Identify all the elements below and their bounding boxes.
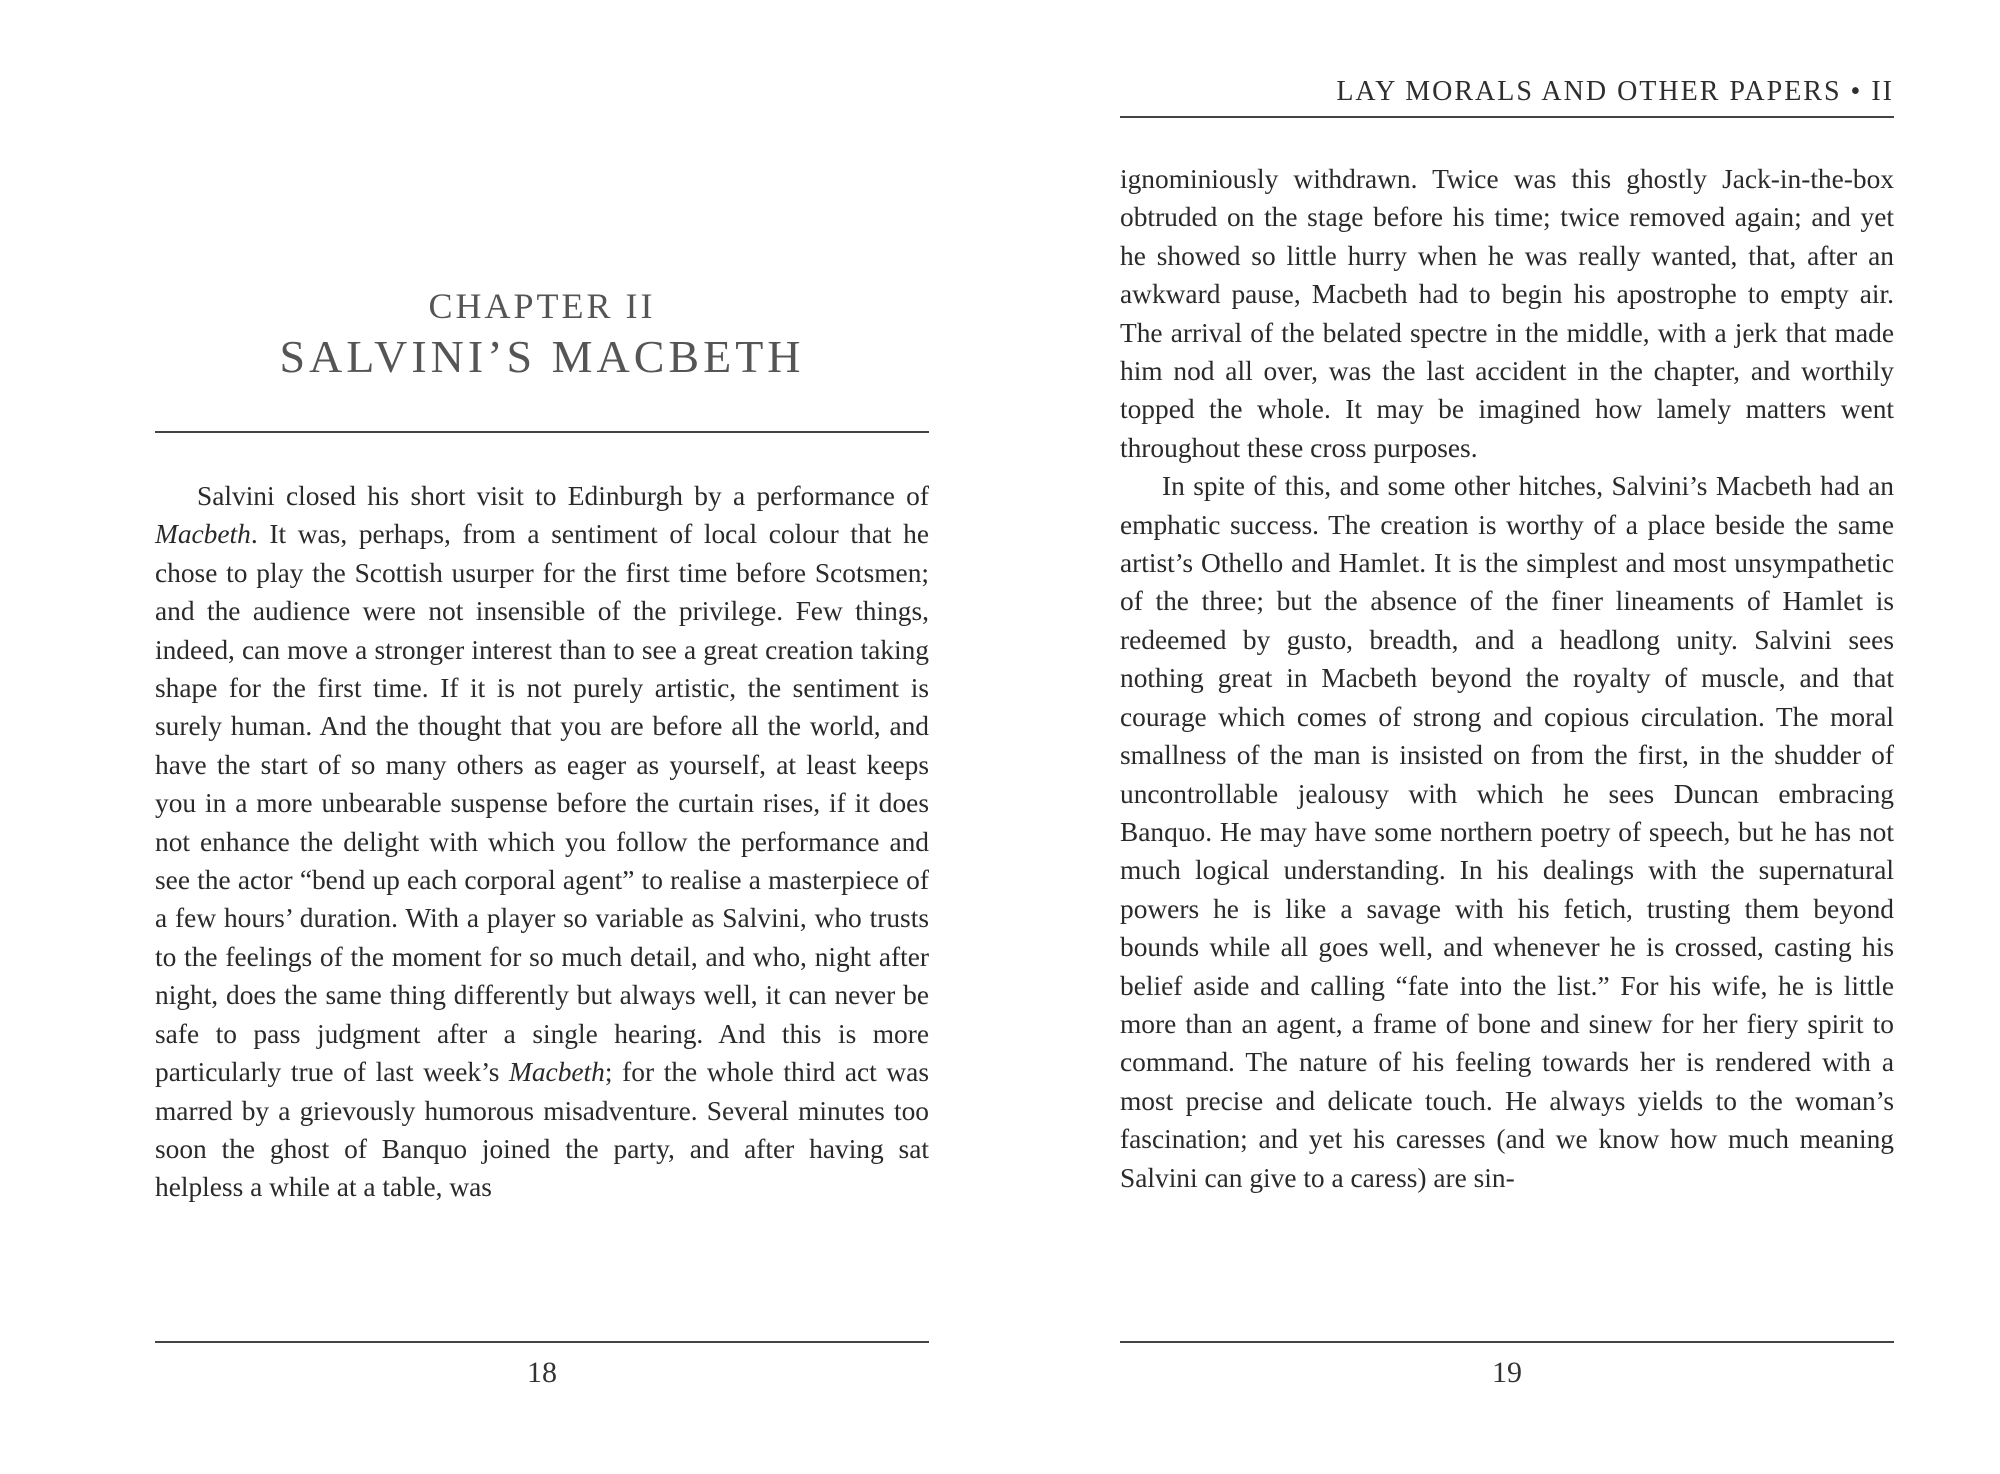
right-page	[1120, 0, 1894, 1474]
right-paragraph-2: In spite of this, and some other hitches, Salvini’s Macbeth had an emphatic success. The creation is worthy of a place beside the same artist’s Othello and Hamlet. It is the simplest and most unsympathetic of the three; but the absence of the finer lineaments of Hamlet is redeemed by gusto, breadth, and a headlong unity. Salvini sees nothing great in Macbeth beyond the royalty of muscle, and that courage which comes of strong and copious circulation. The moral smallness of the man is insisted on from the first, in the shudder of uncontrollable jealousy with which he sees Duncan embracing Banquo. He may have some northern poetry of speech, but he has not much logical understanding. In his dealings with the supernatural powers he is like a savage with his fetich, trusting them beyond bounds while all goes well, and whenever he is crossed, casting his belief aside and calling “fate into the list.” For his wife, he is little more than an agent, a frame of bone and sinew for her fiery spirit to command. The nature of his feeling towards her is rendered with a most precise and delicate touch. He always yields to the woman’s fascination; and yet his caresses (and we know how much meaning Salvini can give to a caress) are sin-	[1120, 471, 1894, 1193]
page-number-left: 18	[527, 1356, 557, 1389]
left-page	[155, 0, 929, 1474]
chapter-heading	[155, 284, 929, 386]
header-divider	[1120, 116, 1894, 118]
chapter-title: SALVINI’S MACBETH	[279, 331, 805, 382]
left-body-text	[155, 477, 929, 1207]
page-number-right: 19	[1492, 1356, 1522, 1389]
text-run: ; for the whole third act was marred by a grievously humorous misadventure. Several minutes too soon the ghost of Banquo joined the party, and after having sat helpless a while at a table, was	[155, 1057, 929, 1203]
right-paragraph-1: ignominiously withdrawn. Twice was this ghostly Jack-in-the-box obtruded on the stage before his time; twice removed again; and yet he showed so little hurry when he was really wanted, that, after an awkward pause, Macbeth had to begin his apostrophe to empty air. The arrival of the belated spectre in the middle, with a jerk that made him nod all over, was the last accident in the chapter, and worthily topped the whole. It may be imagined how lamely matters went throughout these cross purposes.	[1120, 164, 1894, 463]
text-run: . It was, perhaps, from a sentiment of local colour that he chose to play the Scottish usurper for the first time before Scotsmen; and the audience were not insensible of the privilege. Few things, indeed, can move a stronger interest than to see a great creation taking shape for the first time. If it is not purely artistic, the sentiment is surely human. And the thought that you are before all the world, and have the start of so many others as eager as yourself, at least keeps you in a more unbearable suspense before the curtain rises, if it does not enhance the delight with which you follow the performance and see the actor “bend up each corporal agent” to realise a masterpiece of a few hours’ duration. With a player so variable as Salvini, who trusts to the feelings of the moment for so much detail, and who, night after night, does the same thing differently but always well, it can never be safe to pass judgment after a single hearing. And this is more particularly true of last week’s	[155, 519, 929, 1088]
left-paragraph	[155, 477, 929, 1207]
right-body-text	[1120, 160, 1894, 1197]
text-run: Salvini closed his short visit to Edinburgh by a performance of	[197, 481, 929, 511]
running-header: LAY MORALS AND OTHER PAPERS • II	[1336, 76, 1894, 107]
footer-divider	[1120, 1341, 1894, 1343]
chapter-divider	[155, 431, 929, 433]
italic-title: Macbeth	[155, 519, 251, 550]
chapter-label: CHAPTER II	[428, 286, 656, 326]
italic-title: Macbeth	[509, 1057, 605, 1088]
footer-divider	[155, 1341, 929, 1343]
